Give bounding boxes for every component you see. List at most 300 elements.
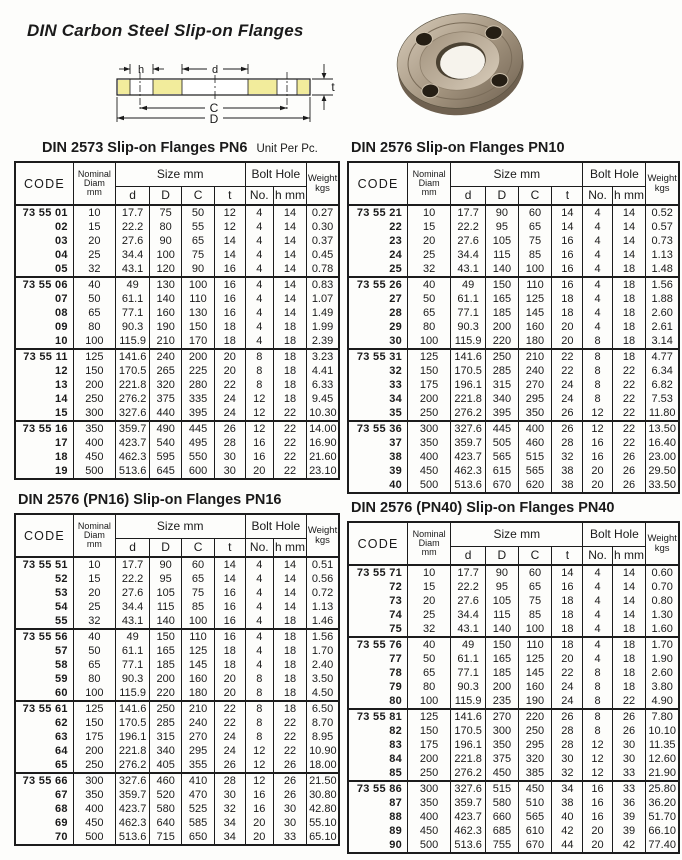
table-row — [15, 586, 339, 600]
code-cell: 69 — [15, 816, 73, 830]
value-cell: 39 — [612, 824, 646, 838]
value-cell: 27.6 — [451, 594, 486, 608]
value-cell: 65.10 — [307, 830, 339, 845]
table-row — [348, 364, 679, 378]
code-cell: 73 — [348, 594, 408, 608]
code-cell: 28 — [348, 306, 408, 320]
col-header-size-mm: Size mm — [451, 162, 583, 186]
value-cell: 615 — [486, 464, 518, 478]
value-cell: 75 — [518, 234, 552, 248]
value-cell: 18 — [274, 686, 307, 701]
value-cell: 32 — [552, 766, 583, 781]
value-cell: 77.1 — [115, 306, 149, 320]
table-row — [348, 306, 679, 320]
value-cell: 90.3 — [451, 320, 486, 334]
value-cell: 160 — [518, 680, 552, 694]
value-cell: 221.8 — [451, 392, 486, 406]
code-cell: 72 — [348, 580, 408, 594]
value-cell: 8.70 — [307, 716, 339, 730]
value-cell: 16 — [552, 248, 583, 262]
value-cell: 2.60 — [646, 306, 679, 320]
code-cell: 03 — [15, 234, 73, 248]
table-row — [348, 709, 679, 724]
value-cell: 150 — [408, 724, 451, 738]
value-cell: 300 — [73, 406, 115, 421]
table-row — [348, 262, 679, 277]
value-cell: 125 — [408, 709, 451, 724]
value-cell: 22.2 — [451, 220, 486, 234]
value-cell: 285 — [150, 716, 182, 730]
value-cell: 22 — [612, 364, 646, 378]
value-cell: 34.4 — [451, 248, 486, 262]
value-cell: 513.6 — [115, 830, 149, 845]
code-cell: 15 — [15, 406, 73, 421]
code-cell: 90 — [348, 838, 408, 853]
value-cell: 22 — [274, 716, 307, 730]
table-row — [348, 594, 679, 608]
value-cell: 240 — [150, 349, 182, 364]
col-header-hmm: h mm — [612, 546, 646, 565]
value-cell: 30 — [274, 816, 307, 830]
value-cell: 350 — [408, 796, 451, 810]
section-highlight — [297, 80, 309, 94]
value-cell: 525 — [182, 802, 215, 816]
value-cell: 715 — [150, 830, 182, 845]
table-row — [348, 666, 679, 680]
value-cell: 130 — [150, 277, 182, 292]
table-row — [15, 392, 339, 406]
value-cell: 500 — [408, 478, 451, 493]
value-cell: 8 — [583, 349, 612, 364]
table-row — [348, 652, 679, 666]
value-cell: 110 — [182, 292, 215, 306]
value-cell: 24 — [552, 378, 583, 392]
value-cell: 33 — [612, 766, 646, 781]
value-cell: 16 — [583, 796, 612, 810]
value-cell: 39 — [612, 810, 646, 824]
value-cell: 520 — [150, 788, 182, 802]
col-header-t: t — [552, 186, 583, 205]
value-cell: 276.2 — [451, 766, 486, 781]
col-header-no: No. — [245, 538, 274, 557]
value-cell: 18 — [612, 320, 646, 334]
value-cell: 395 — [182, 406, 215, 421]
value-cell: 150 — [150, 629, 182, 644]
table-row — [15, 436, 339, 450]
value-cell: 513.6 — [451, 838, 486, 853]
value-cell: 55 — [182, 220, 215, 234]
code-cell: 14 — [15, 392, 73, 406]
value-cell: 450 — [518, 781, 552, 796]
value-cell: 100 — [150, 248, 182, 262]
value-cell: 12 — [245, 744, 274, 758]
value-cell: 670 — [486, 478, 518, 493]
value-cell: 565 — [518, 464, 552, 478]
size-group — [15, 701, 339, 773]
col-header-t: t — [215, 538, 245, 557]
table-row — [15, 464, 339, 479]
value-cell: 470 — [182, 788, 215, 802]
value-cell: 460 — [150, 773, 182, 788]
code-cell: 73 55 81 — [348, 709, 408, 724]
value-cell: 270 — [182, 730, 215, 744]
code-cell: 39 — [348, 464, 408, 478]
code-cell: 64 — [15, 744, 73, 758]
value-cell: 1.30 — [646, 608, 679, 622]
value-cell: 515 — [486, 781, 518, 796]
code-cell: 59 — [15, 672, 73, 686]
value-cell: 1.99 — [307, 320, 339, 334]
value-cell: 26 — [274, 788, 307, 802]
value-cell: 185 — [486, 306, 518, 320]
value-cell: 340 — [486, 392, 518, 406]
value-cell: 27.6 — [115, 586, 149, 600]
value-cell: 490 — [150, 421, 182, 436]
table-row — [348, 392, 679, 406]
col-header-code: CODE — [15, 162, 73, 205]
value-cell: 1.13 — [307, 600, 339, 614]
table-title-pn40 — [347, 500, 680, 521]
value-cell: 61.1 — [451, 292, 486, 306]
value-cell: 4 — [245, 205, 274, 220]
table-row — [348, 205, 679, 220]
value-cell: 450 — [73, 450, 115, 464]
value-cell: 85 — [518, 608, 552, 622]
value-cell: 20 — [552, 334, 583, 349]
value-cell: 0.56 — [307, 572, 339, 586]
value-cell: 16 — [245, 802, 274, 816]
table-row — [348, 622, 679, 637]
value-cell: 4 — [245, 234, 274, 248]
table-row — [348, 464, 679, 478]
value-cell: 28 — [552, 724, 583, 738]
table-row — [348, 738, 679, 752]
table-row — [15, 450, 339, 464]
col-header-nominal-diam: Nominal Diam mm — [73, 162, 115, 205]
value-cell: 7.80 — [646, 709, 679, 724]
value-cell: 8 — [245, 716, 274, 730]
value-cell: 22 — [552, 666, 583, 680]
value-cell: 0.57 — [646, 220, 679, 234]
value-cell: 6.33 — [307, 378, 339, 392]
value-cell: 1.60 — [646, 622, 679, 637]
cross-section-svg — [100, 52, 342, 136]
code-cell: 74 — [348, 608, 408, 622]
value-cell: 18 — [215, 658, 245, 672]
value-cell: 4 — [583, 220, 612, 234]
code-cell: 04 — [15, 248, 73, 262]
col-header-d: d — [451, 546, 486, 565]
value-cell: 20 — [583, 824, 612, 838]
value-cell: 160 — [518, 320, 552, 334]
value-cell: 8 — [583, 378, 612, 392]
value-cell: 359.7 — [451, 436, 486, 450]
value-cell: 20 — [583, 838, 612, 853]
value-cell: 100 — [73, 686, 115, 701]
col-header-D: D — [486, 186, 518, 205]
value-cell: 200 — [486, 680, 518, 694]
value-cell: 50 — [182, 205, 215, 220]
value-cell: 150 — [73, 364, 115, 378]
value-cell: 18 — [274, 629, 307, 644]
table-row — [15, 614, 339, 629]
table-row — [348, 421, 679, 436]
value-cell: 340 — [150, 744, 182, 758]
value-cell: 175 — [408, 738, 451, 752]
value-cell: 51.70 — [646, 810, 679, 824]
value-cell: 38 — [552, 796, 583, 810]
value-cell: 350 — [408, 436, 451, 450]
value-cell: 20 — [583, 478, 612, 493]
value-cell: 400 — [518, 421, 552, 436]
value-cell: 18 — [552, 637, 583, 652]
table-row — [348, 450, 679, 464]
value-cell: 240 — [182, 716, 215, 730]
value-cell: 4 — [245, 629, 274, 644]
col-header-weight-kgs: Weight kgs — [307, 162, 339, 205]
code-cell: 13 — [15, 378, 73, 392]
value-cell: 6.82 — [646, 378, 679, 392]
size-group — [348, 709, 679, 781]
value-cell: 55.10 — [307, 816, 339, 830]
value-cell: 270 — [518, 378, 552, 392]
value-cell: 50 — [73, 644, 115, 658]
value-cell: 20 — [73, 586, 115, 600]
value-cell: 1.56 — [646, 277, 679, 292]
value-cell: 8 — [583, 694, 612, 709]
value-cell: 2.60 — [646, 666, 679, 680]
value-cell: 221.8 — [115, 378, 149, 392]
value-cell: 16 — [552, 277, 583, 292]
value-cell: 40 — [73, 629, 115, 644]
col-header-bolt-hole: Bolt Hole — [583, 162, 646, 186]
value-cell: 150 — [408, 364, 451, 378]
value-cell: 320 — [518, 752, 552, 766]
table-row — [15, 306, 339, 320]
value-cell: 26 — [612, 478, 646, 493]
value-cell: 65 — [518, 580, 552, 594]
value-cell: 4 — [583, 248, 612, 262]
table-row — [15, 292, 339, 306]
value-cell: 350 — [73, 788, 115, 802]
value-cell: 400 — [73, 436, 115, 450]
code-cell: 55 — [15, 614, 73, 629]
value-cell: 50 — [408, 292, 451, 306]
value-cell: 462.3 — [451, 464, 486, 478]
table-row — [348, 694, 679, 709]
code-cell: 02 — [15, 220, 73, 234]
code-cell: 54 — [15, 600, 73, 614]
table-row — [348, 824, 679, 838]
value-cell: 500 — [73, 464, 115, 479]
value-cell: 210 — [182, 701, 215, 716]
value-cell: 105 — [150, 586, 182, 600]
code-cell: 08 — [15, 306, 73, 320]
value-cell: 105 — [486, 594, 518, 608]
value-cell: 510 — [518, 796, 552, 810]
value-cell: 24 — [552, 392, 583, 406]
value-cell: 170.5 — [115, 364, 149, 378]
value-cell: 8 — [245, 349, 274, 364]
code-cell: 73 55 71 — [348, 565, 408, 580]
size-group — [348, 205, 679, 277]
value-cell: 250 — [73, 758, 115, 773]
code-cell: 30 — [348, 334, 408, 349]
value-cell: 4 — [583, 580, 612, 594]
value-cell: 90.3 — [115, 672, 149, 686]
value-cell: 61.1 — [115, 292, 149, 306]
value-cell: 423.7 — [115, 436, 149, 450]
value-cell: 350 — [73, 421, 115, 436]
value-cell: 140 — [486, 262, 518, 277]
value-cell: 200 — [486, 320, 518, 334]
value-cell: 30 — [215, 788, 245, 802]
value-cell: 8.95 — [307, 730, 339, 744]
value-cell: 14 — [274, 220, 307, 234]
table-row — [348, 406, 679, 421]
value-cell: 10 — [73, 205, 115, 220]
section-highlight — [118, 80, 130, 94]
value-cell: 16 — [552, 580, 583, 594]
value-cell: 450 — [408, 824, 451, 838]
value-cell: 385 — [518, 766, 552, 781]
value-cell: 34 — [552, 781, 583, 796]
value-cell: 100 — [518, 262, 552, 277]
value-cell: 1.70 — [307, 644, 339, 658]
code-cell: 32 — [348, 364, 408, 378]
size-group — [348, 349, 679, 421]
table-row — [15, 816, 339, 830]
table-row — [348, 349, 679, 364]
flange-section-bar — [117, 79, 310, 95]
value-cell: 18 — [274, 701, 307, 716]
value-cell: 150 — [486, 637, 518, 652]
value-cell: 30 — [612, 738, 646, 752]
value-cell: 27.6 — [115, 234, 149, 248]
value-cell: 22 — [612, 436, 646, 450]
value-cell: 145 — [518, 306, 552, 320]
value-cell: 500 — [73, 830, 115, 845]
value-cell: 80 — [73, 320, 115, 334]
value-cell: 285 — [486, 364, 518, 378]
value-cell: 40 — [552, 810, 583, 824]
value-cell: 150 — [486, 277, 518, 292]
table-row — [15, 220, 339, 234]
value-cell: 375 — [150, 392, 182, 406]
code-cell: 73 55 26 — [348, 277, 408, 292]
col-header-nominal-diam: Nominal Diam mm — [408, 162, 451, 205]
table-row — [348, 781, 679, 796]
value-cell: 95 — [486, 220, 518, 234]
code-cell: 07 — [15, 292, 73, 306]
value-cell: 423.7 — [451, 450, 486, 464]
value-cell: 18 — [612, 262, 646, 277]
value-cell: 80 — [408, 320, 451, 334]
code-cell: 73 55 86 — [348, 781, 408, 796]
value-cell: 11.80 — [646, 406, 679, 421]
value-cell: 22 — [612, 694, 646, 709]
value-cell: 0.80 — [646, 594, 679, 608]
value-cell: 4 — [245, 334, 274, 349]
code-cell: 73 55 76 — [348, 637, 408, 652]
value-cell: 505 — [486, 436, 518, 450]
value-cell: 65 — [518, 220, 552, 234]
value-cell: 4 — [583, 652, 612, 666]
value-cell: 34 — [215, 816, 245, 830]
value-cell: 49 — [115, 277, 149, 292]
table-title-pn16 — [14, 492, 340, 513]
value-cell: 26 — [274, 758, 307, 773]
table-row — [348, 478, 679, 493]
value-cell: 141.6 — [115, 701, 149, 716]
value-cell: 12 — [245, 421, 274, 436]
value-cell: 18 — [612, 292, 646, 306]
value-cell: 22 — [612, 392, 646, 406]
value-cell: 3.14 — [646, 334, 679, 349]
value-cell: 10.90 — [307, 744, 339, 758]
value-cell: 170 — [182, 334, 215, 349]
code-cell: 34 — [348, 392, 408, 406]
table-row — [15, 205, 339, 220]
table-row — [348, 766, 679, 781]
value-cell: 4 — [583, 277, 612, 292]
value-cell: 115.9 — [451, 694, 486, 709]
value-cell: 4 — [583, 594, 612, 608]
value-cell: 25 — [408, 248, 451, 262]
value-cell: 3.23 — [307, 349, 339, 364]
col-header-bolt-hole: Bolt Hole — [583, 522, 646, 546]
code-cell: 73 55 61 — [15, 701, 73, 716]
value-cell: 550 — [182, 450, 215, 464]
code-cell: 62 — [15, 716, 73, 730]
value-cell: 18 — [612, 306, 646, 320]
table-row — [15, 758, 339, 773]
section-pn40 — [347, 500, 680, 854]
value-cell: 0.78 — [307, 262, 339, 277]
value-cell: 14.00 — [307, 421, 339, 436]
value-cell: 90 — [182, 262, 215, 277]
value-cell: 95 — [150, 572, 182, 586]
value-cell: 110 — [182, 629, 215, 644]
value-cell: 585 — [182, 816, 215, 830]
code-cell: 73 55 11 — [15, 349, 73, 364]
pn40-table — [347, 521, 680, 854]
value-cell: 22.2 — [451, 580, 486, 594]
value-cell: 4.50 — [307, 686, 339, 701]
value-cell: 141.6 — [451, 349, 486, 364]
value-cell: 221.8 — [115, 744, 149, 758]
value-cell: 320 — [150, 378, 182, 392]
table-row — [348, 796, 679, 810]
col-header-code: CODE — [348, 522, 408, 565]
value-cell: 200 — [408, 752, 451, 766]
value-cell: 1.90 — [646, 652, 679, 666]
value-cell: 359.7 — [115, 788, 149, 802]
value-cell: 440 — [150, 406, 182, 421]
value-cell: 38 — [552, 478, 583, 493]
value-cell: 565 — [486, 450, 518, 464]
value-cell: 36 — [612, 796, 646, 810]
table-row — [348, 248, 679, 262]
value-cell: 8 — [583, 724, 612, 738]
value-cell: 14 — [612, 248, 646, 262]
value-cell: 8 — [583, 680, 612, 694]
value-cell: 17.7 — [115, 205, 149, 220]
table-row — [15, 773, 339, 788]
value-cell: 0.51 — [307, 557, 339, 572]
value-cell: 24 — [215, 730, 245, 744]
flange-photo — [391, 8, 531, 126]
